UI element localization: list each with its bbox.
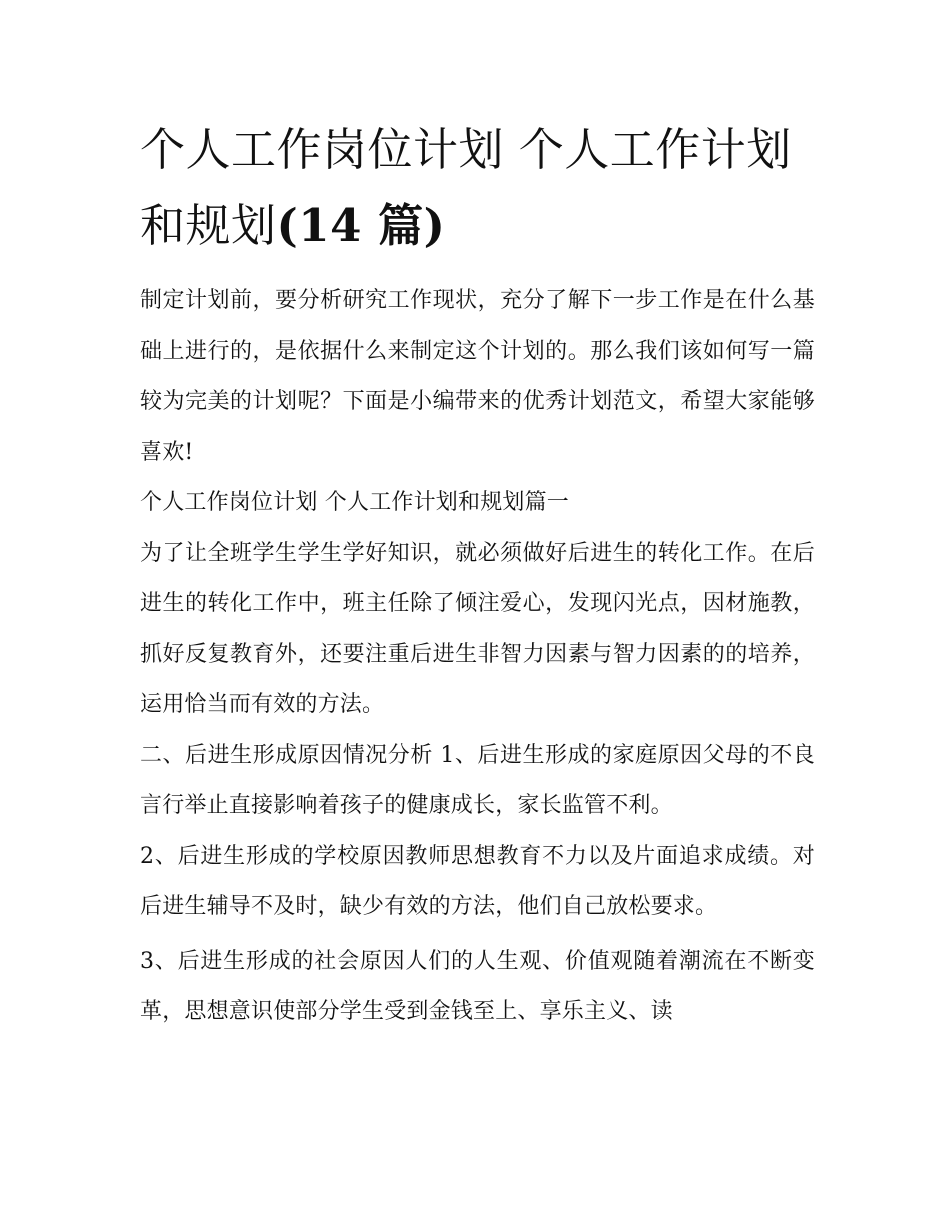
body-paragraph-1: 为了让全班学生学生学好知识，就必须做好后进生的转化工作。在后进生的转化工作中，班主任除了倾注爱心，发现闪光点，因材施教，抓好反复教育外，还要注重后进生非智力因素与智力因素的的培养，运用恰当而有效的方法。	[140, 540, 815, 717]
document-content	[140, 112, 815, 1038]
title-main: 个人工作岗位计划 个人工作计划和规划	[140, 123, 792, 252]
body-paragraph-2: 二、后进生形成原因情况分析 1、后进生形成的家庭原因父母的不良言行举止直接影响着孩子的健康成长，家长监管不利。	[140, 742, 815, 818]
title-count: (14 篇)	[276, 199, 446, 252]
document-title	[140, 112, 815, 264]
body-paragraph-3: 2、后进生形成的学校原因教师思想教育不力以及片面追求成绩。对后进生辅导不及时，缺少有效的方法，他们自己放松要求。	[140, 843, 815, 919]
section-heading: 个人工作岗位计划 个人工作计划和规划篇一	[140, 490, 569, 515]
body-paragraph-4: 3、后进生形成的社会原因人们的人生观、价值观随着潮流在不断变革，思想意识使部分学生受到金钱至上、享乐主义、读	[140, 948, 815, 1024]
intro-paragraph: 制定计划前，要分析研究工作现状，充分了解下一步工作是在什么基础上进行的，是依据什么来制定这个计划的。那么我们该如何写一篇较为完美的计划呢？下面是小编带来的优秀计划范文，希望大家能够喜欢!	[140, 288, 815, 465]
